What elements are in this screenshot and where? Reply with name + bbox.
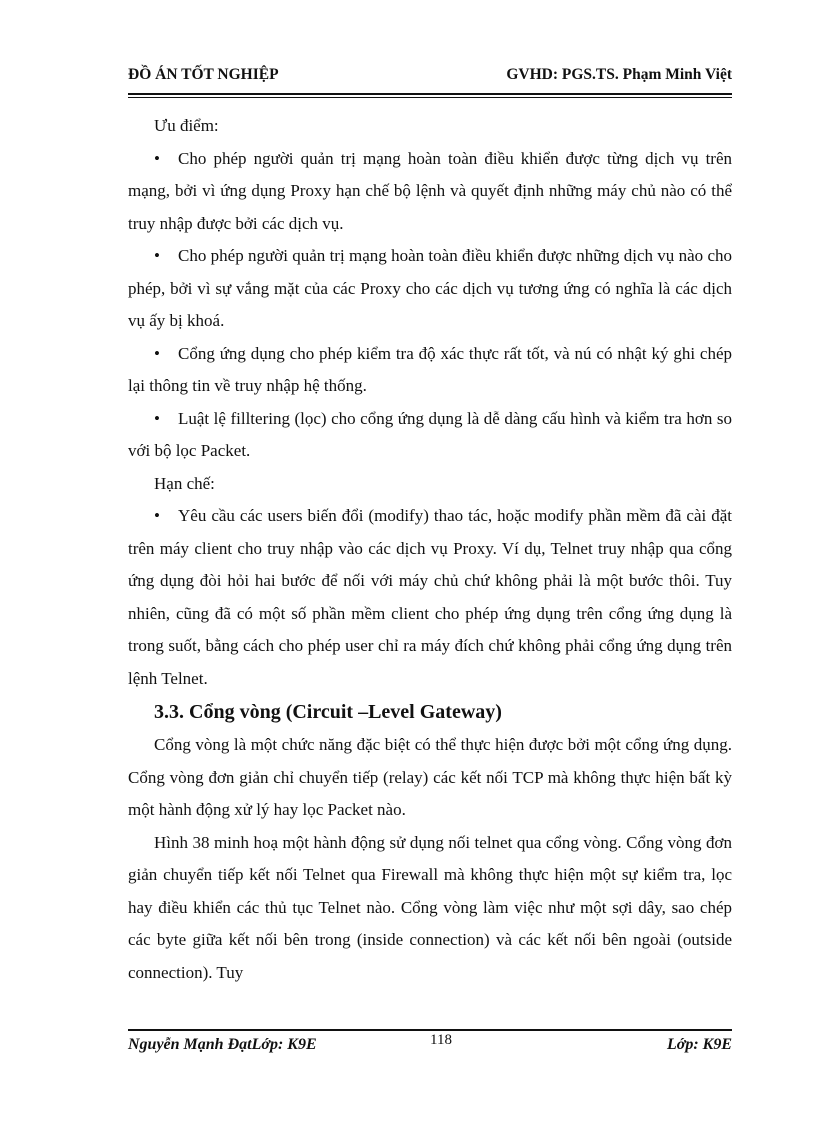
bullet-icon: • <box>154 246 160 265</box>
limitation-text: Yêu cầu các users biến đổi (modify) thao tác, hoặc modify phần mềm đã cài đặt trên máy client cho truy nhập vào các dịch vụ Proxy. Ví dụ, Telnet truy nhập qua cổng ứng dụng đòi hỏi hai bước để nối với máy chủ chứ không phải là một bước thôi. Tuy nhiên, cũng đã có một số phần mềm client cho phép ứng dụng trên cổng ứng dụng là trong suốt, bằng cách cho phép user chỉ ra máy đích chứ không phải cổng ứng dụng trên lệnh Telnet. <box>128 506 732 688</box>
advantage-item <box>128 240 732 338</box>
header-left-title: ĐỒ ÁN TỐT NGHIỆP <box>128 66 279 83</box>
footer-author: Nguyễn Mạnh ĐạtLớp: K9E <box>128 1036 317 1053</box>
footer-class: Lớp: K9E <box>666 1036 732 1053</box>
bullet-icon: • <box>154 408 160 428</box>
advantage-text: Cho phép người quản trị mạng hoàn toàn điều khiển được từng dịch vụ trên mạng, bởi vì ứng dụng Proxy hạn chế bộ lệnh và quyết định những máy chủ nào có thể truy nhập được bởi các dịch vụ. <box>128 148 732 233</box>
bullet-icon: • <box>154 343 160 363</box>
advantage-text: Cổng ứng dụng cho phép kiểm tra độ xác thực rất tốt, và nú có nhật ký ghi chép lại thông tin về truy nhập hệ thống. <box>128 343 732 395</box>
paragraph: Cổng vòng là một chức năng đặc biệt có thể thực hiện được bởi một cổng ứng dụng. Cổng vòng đơn giản chỉ chuyển tiếp (relay) các kết nối TCP mà không thực hiện bất kỳ một hành động xử lý hay lọc Packet nào. <box>128 735 732 819</box>
advantage-text: Luật lệ filltering (lọc) cho cổng ứng dụng là dễ dàng cấu hình và kiểm tra hơn so với bộ lọc Packet. <box>128 408 732 460</box>
header-supervisor: GVHD: PGS.TS. Phạm Minh Việt <box>506 66 732 83</box>
page-number: 118 <box>430 1032 452 1048</box>
advantage-item <box>128 338 732 403</box>
advantage-item <box>128 143 732 241</box>
paragraph: Hình 38 minh hoạ một hành động sử dụng nối telnet qua cổng vòng. Cổng vòng đơn giản chuyển tiếp kết nối Telnet qua Firewall mà không thực hiện một sự kiểm tra, lọc hay điều khiển các thủ tục Telnet nào. Cổng vòng làm việc như một sợi dây, sao chép các byte giữa kết nối bên trong (inside connection) và các kết nối bên ngoài (outside connection). Tuy <box>128 832 732 982</box>
advantage-text: Cho phép người quản trị mạng hoàn toàn điều khiển được những dịch vụ nào cho phép, bởi vì sự vắng mặt của các Proxy cho các dịch vụ tương ứng có nghĩa là các dịch vụ ấy bị khoá. <box>128 246 732 330</box>
bullet-icon: • <box>154 148 160 168</box>
limitations-label: Hạn chế: <box>154 473 215 493</box>
header-rule-thin <box>128 97 732 98</box>
section-heading: 3.3. Cổng vòng (Circuit –Level Gateway) <box>154 701 502 723</box>
page-header <box>128 66 732 92</box>
advantage-item <box>128 403 732 468</box>
header-rule <box>128 93 732 95</box>
bullet-icon: • <box>154 506 160 525</box>
footer-rule <box>128 1029 732 1031</box>
limitation-item <box>128 500 732 695</box>
page-body <box>128 110 732 989</box>
advantages-label: Ưu điểm: <box>154 116 219 135</box>
